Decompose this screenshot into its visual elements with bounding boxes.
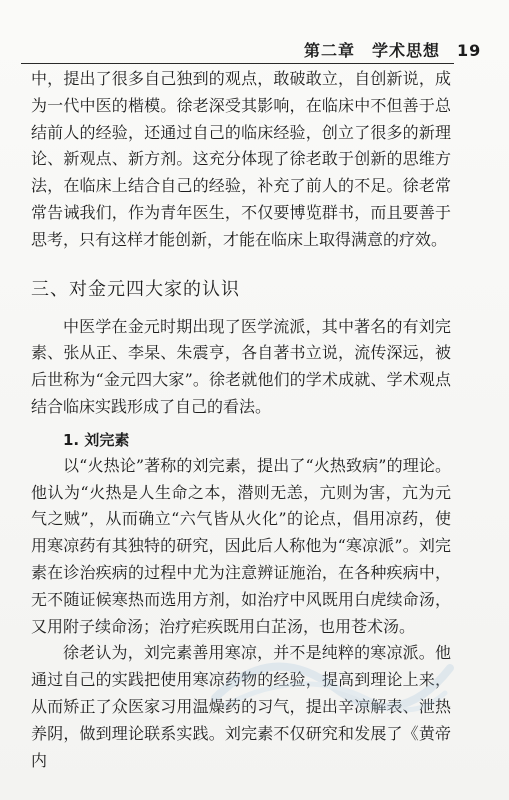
subsection-heading: 1. 刘完素 [63,430,130,449]
header-rule [21,63,454,64]
section-paragraph: 中医学在金元时期出现了医学流派，其中著名的有刘完素、张从正、李杲、朱震亨，各自著书立说，流传深远，被后世称为“金元四大家”。徐老就他们的学术成就、学术观点结合临床实践形成了自己的看法。 [31,316,451,416]
intro-paragraph: 中，提出了很多自己独到的观点，敢破敢立，自创新说，成为一代中医的楷模。徐老深受其影响，在临床中不但善于总结前人的经验，还通过自己的临床经验，创立了很多的新理论、新观点、新方剂。这充分体现了徐老敢于创新的思维方法，在临床上结合自己的经验，补充了前人的不足。徐老常常告诫我们，作为青年医生，不仅要博览群书，而且要善于思考，只有这样才能创新，才能在临床上取得满意的疗效。 [31,69,451,249]
subsection-paragraph-1: 以“火热论”著称的刘完素，提出了“火热致病”的理论。他认为“火热是人生命之本，潜则无恙，亢则为害，亢为元气之贼”，从而确立“六气皆从火化”的论点，倡用凉药，使用寒凉药有其独特的研究，因此后人称他为“寒凉派”。刘完素在诊治疾病的过程中尤为注意辨证施治，在各种疾病中，无不随证候寒热而选用方剂，如治疗中风既用白虎续命汤，又用附子续命汤；治疗疟疾既用白芷汤，也用苍术汤。 [31,455,451,636]
page-body [31,66,451,774]
running-head: 第二章 学术思想 19 [304,41,482,60]
subsection-paragraph-2: 徐老认为，刘完素善用寒凉，并不是纯粹的寒凉派。他通过自己的实践把使用寒凉药物的经验，提高到理论上来，从而矫正了众医家习用温燥药的习气，提出辛凉解表、泄热养阴，做到理论联系实践。刘完素不仅研究和发展了《黄帝内 [31,643,451,770]
section-heading: 三、对金元四大家的认识 [31,278,240,300]
